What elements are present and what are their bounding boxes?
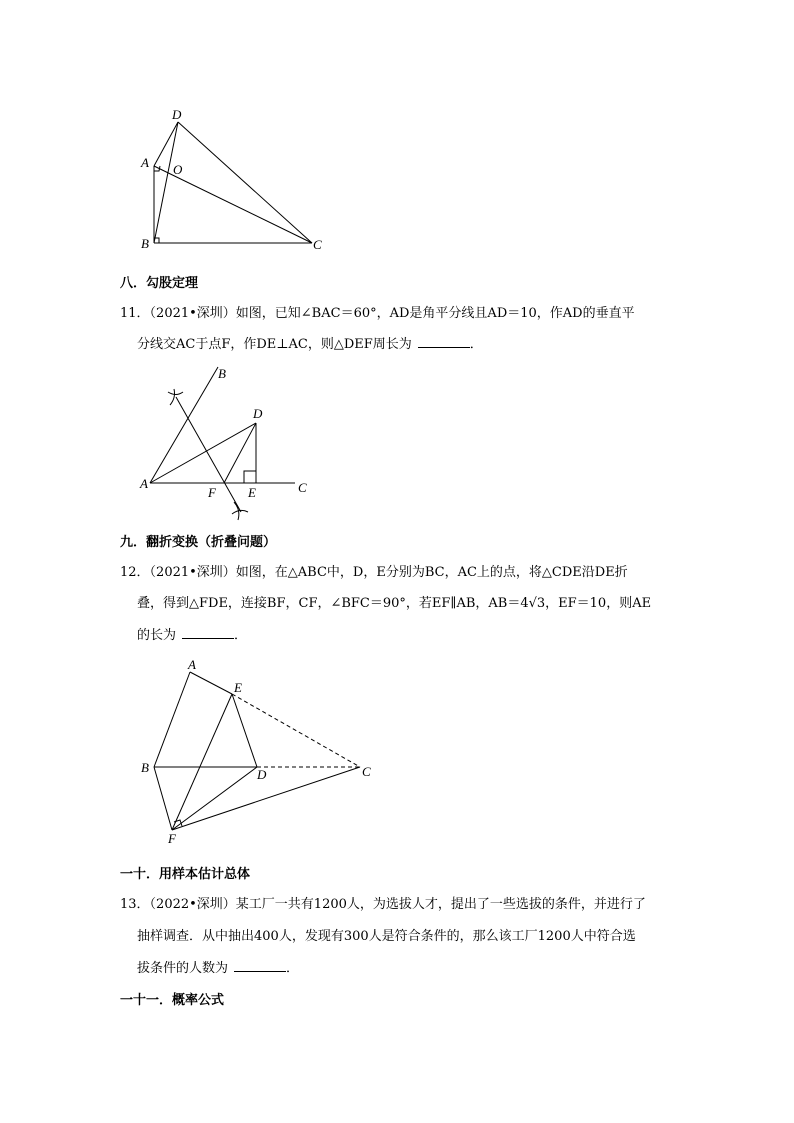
section-8-title: 八．勾股定理 — [120, 276, 199, 291]
label-f: F — [168, 831, 176, 845]
label-a: A — [141, 155, 149, 170]
label-d: D — [257, 767, 267, 782]
figure-fold-triangle — [135, 655, 380, 845]
label-a: A — [188, 657, 196, 672]
q11-line2: 分线交AC于点F，作DE⊥AC，则△DEF周长为 ． — [137, 337, 483, 352]
label-b: B — [218, 366, 226, 381]
label-f: F — [208, 485, 216, 500]
label-b: B — [141, 236, 149, 251]
q12-line3: 的长为 ． — [137, 628, 248, 643]
label-o: O — [173, 162, 183, 177]
label-e: E — [248, 485, 256, 500]
section-9-title: 九．翻折变换（折叠问题） — [120, 535, 277, 550]
q13-line3: 拔条件的人数为 ． — [137, 961, 300, 976]
label-d: D — [253, 406, 263, 421]
label-a: A — [140, 476, 148, 491]
answer-blank[interactable] — [234, 959, 286, 972]
label-c: C — [362, 764, 371, 779]
section-11-title: 一十一．概率公式 — [120, 993, 225, 1008]
label-b: B — [141, 760, 149, 775]
figure-quadrilateral-abcd — [130, 100, 340, 260]
label-c: C — [298, 480, 307, 495]
q13-line1: 13．（2022•深圳）某工厂一共有1200人，为选拔人才，提出了一些选拔的条件，并进行了 — [120, 897, 646, 912]
q11-line1: 11．（2021•深圳）如图，已知∠BAC＝60°，AD是角平分线且AD＝10，作AD的垂直平 — [120, 306, 635, 321]
label-c: C — [313, 237, 322, 252]
label-d: D — [172, 107, 182, 122]
q12-line1: 12．（2021•深圳）如图，在△ABC中，D，E分别为BC，AC上的点，将△CDE沿DE折 — [120, 565, 628, 580]
answer-blank[interactable] — [418, 335, 470, 348]
q12-line2: 叠，得到△FDE，连接BF，CF，∠BFC＝90°，若EF∥AB，AB＝4√3，EF＝10，则AE — [137, 596, 652, 611]
answer-blank[interactable] — [182, 626, 234, 639]
figure-angle-bisector — [135, 358, 325, 523]
label-e: E — [234, 680, 242, 695]
q13-line2: 抽样调查．从中抽出400人，发现有300人是符合条件的，那么该工厂1200人中符合选 — [137, 929, 636, 944]
section-10-title: 一十．用样本估计总体 — [120, 867, 251, 882]
